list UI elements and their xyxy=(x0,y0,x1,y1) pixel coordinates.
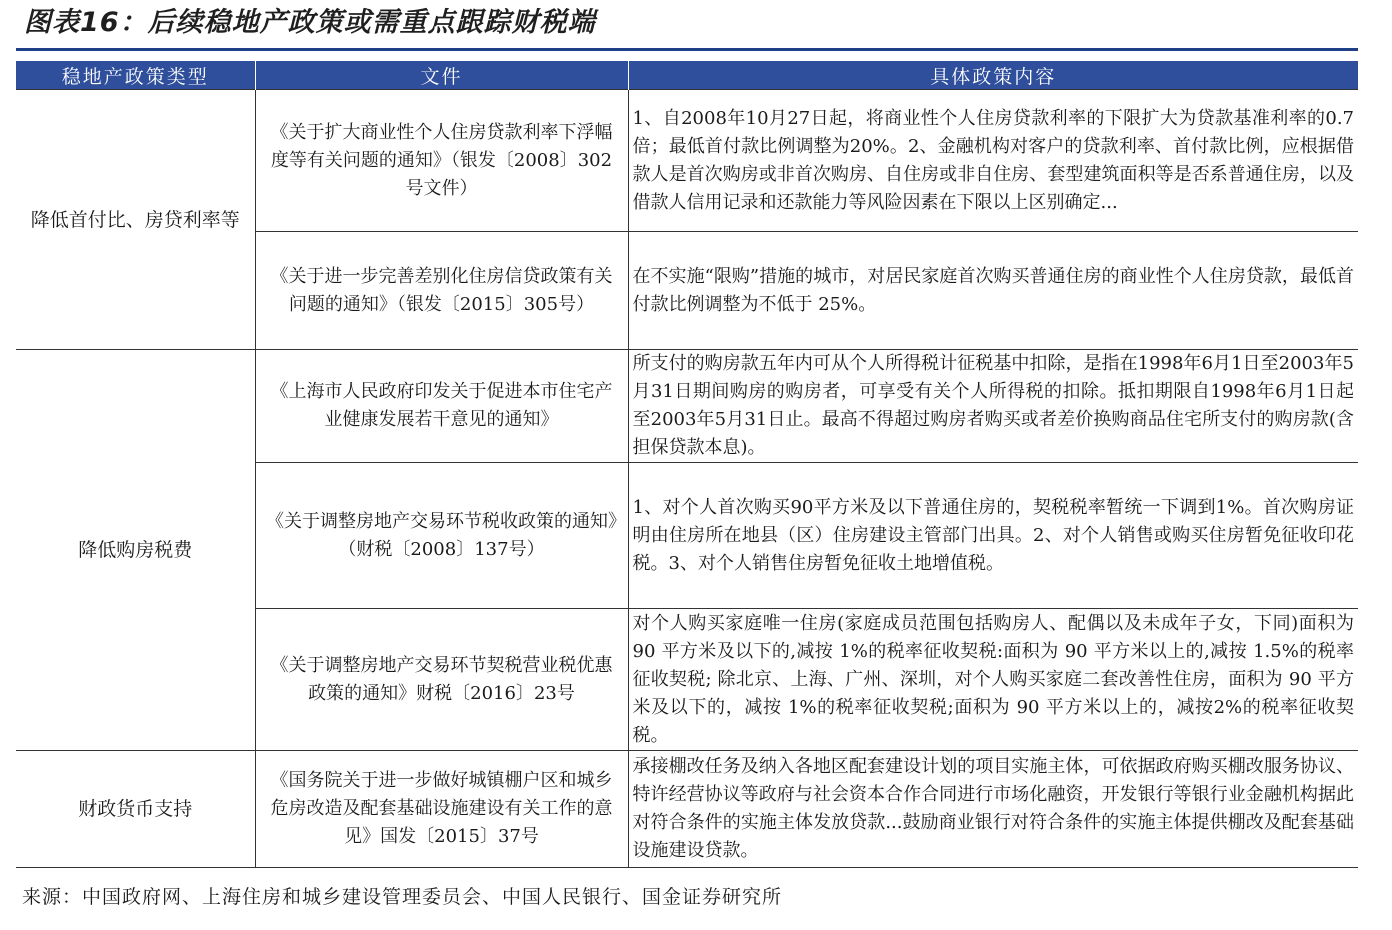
document-page xyxy=(16,0,1358,909)
category-cell: 降低首付比、房贷利率等 xyxy=(16,90,255,350)
content-cell: 1、对个人首次购买90平方米及以下普通住房的，契税税率暂统一下调到1%。首次购房证明由住房所在地县（区）住房建设主管部门出具。2、对个人销售或购买住房暂免征收印花税。3、对个人销售住房暂免征收土地增值税。 xyxy=(628,463,1358,609)
header-policy-content: 具体政策内容 xyxy=(628,61,1358,90)
file-cell: 《关于扩大商业性个人住房贷款利率下浮幅度等有关问题的通知》（银发〔2008〕302号文件） xyxy=(255,90,628,232)
category-cell: 降低购房税费 xyxy=(16,350,255,751)
header-policy-type: 稳地产政策类型 xyxy=(16,61,255,90)
header-file: 文件 xyxy=(255,61,628,90)
content-cell: 在不实施“限购”措施的城市，对居民家庭首次购买普通住房的商业性个人住房贷款，最低首付款比例调整为不低于 25%。 xyxy=(628,232,1358,350)
table-row xyxy=(16,751,1358,868)
title-divider xyxy=(16,48,1358,51)
file-cell: 《上海市人民政府印发关于促进本市住宅产业健康发展若干意见的通知》 xyxy=(255,350,628,463)
content-cell: 1、自2008年10月27日起，将商业性个人住房贷款利率的下限扩大为贷款基准利率的0.7倍；最低首付款比例调整为20%。2、金融机构对客户的贷款利率、首付款比例，应根据借款人是首次购房或非首次购房、自住房或非自住房、套型建筑面积等是否系普通住房，以及借款人信用记录和还款能力等风险因素在下限以上区别确定... xyxy=(628,90,1358,232)
category-cell: 财政货币支持 xyxy=(16,751,255,868)
source-note: 来源：中国政府网、上海住房和城乡建设管理委员会、中国人民银行、国金证券研究所 xyxy=(22,886,783,908)
file-cell: 《国务院关于进一步做好城镇棚户区和城乡危房改造及配套基础设施建设有关工作的意见》国发〔2015〕37号 xyxy=(255,751,628,868)
table-row xyxy=(16,90,1358,232)
table-row xyxy=(16,350,1358,463)
table-header-row xyxy=(16,61,1358,90)
content-cell: 对个人购买家庭唯一住房(家庭成员范围包括购房人、配偶以及未成年子女，下同)面积为 90 平方米及以下的,减按 1%的税率征收契税:面积为 90 平方米以上的,减按 1.5%的税率征收契税; 除北京、上海、广州、深圳，对个人购买家庭二套改善性住房，面积为 90 平方米及以下的，减按 1%的税率征收契税;面积为 90 平方米以上的，减按2%的税率征收契税。 xyxy=(628,609,1358,751)
content-cell: 承接棚改任务及纳入各地区配套建设计划的项目实施主体，可依据政府购买棚改服务协议、特许经营协议等政府与社会资本合作合同进行市场化融资，开发银行等银行业金融机构据此对符合条件的实施主体发放贷款...鼓励商业银行对符合条件的实施主体提供棚改及配套基础设施建设贷款。 xyxy=(628,751,1358,868)
file-cell: 《关于进一步完善差别化住房信贷政策有关问题的通知》（银发〔2015〕305号） xyxy=(255,232,628,350)
file-cell: 《关于调整房地产交易环节税收政策的通知》（财税〔2008〕137号） xyxy=(255,463,628,609)
figure-title: 图表16：后续稳地产政策或需重点跟踪财税端 xyxy=(24,7,596,38)
policy-table xyxy=(16,61,1358,868)
file-cell: 《关于调整房地产交易环节契税营业税优惠政策的通知》财税〔2016〕23号 xyxy=(255,609,628,751)
content-cell: 所支付的购房款五年内可从个人所得税计征税基中扣除，是指在1998年6月1日至2003年5月31日期间购房的购房者，可享受有关个人所得税的扣除。抵扣期限自1998年6月1日起至2003年5月31日止。最高不得超过购房者购买或者差价换购商品住宅所支付的购房款(含担保贷款本息)。 xyxy=(628,350,1358,463)
